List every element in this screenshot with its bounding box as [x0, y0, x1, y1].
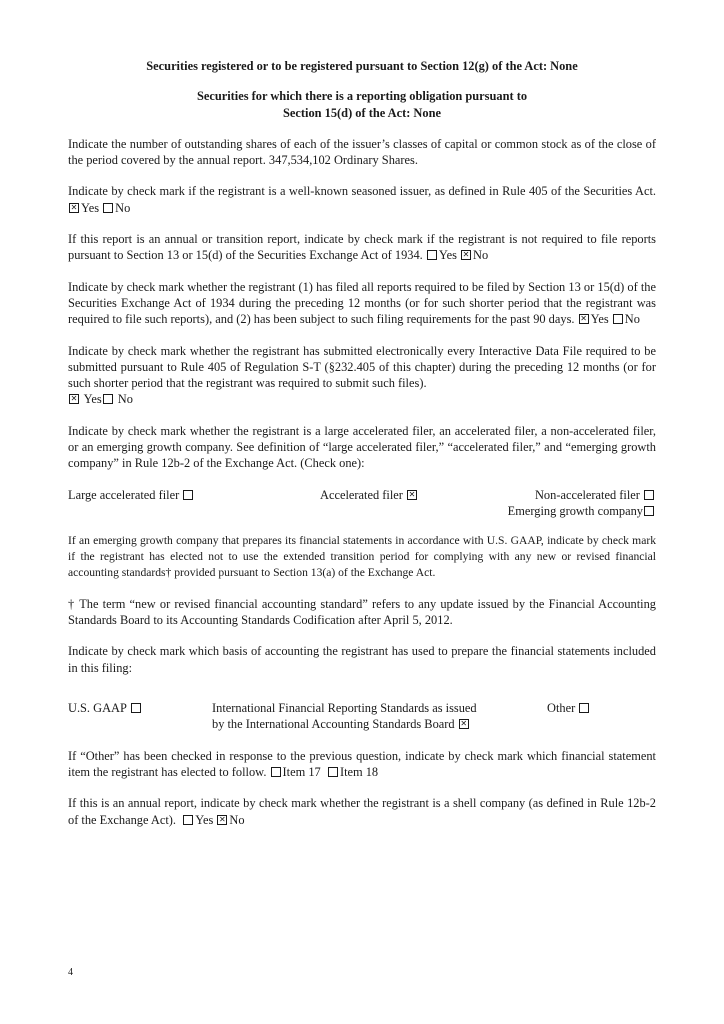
- heading-15d-line2: Section 15(d) of the Act: None: [283, 105, 441, 120]
- outstanding-shares-paragraph: Indicate the number of outstanding shares of each of the issuer’s classes of capital or common stock as of the close of the period covered by the annual report. 347,534,102 Ordinary Shares.: [68, 136, 656, 168]
- large-accelerated-option: [68, 487, 195, 503]
- ifrs-label-line1: International Financial Reporting Standards as issued: [212, 700, 477, 715]
- interactive-data-yes-checkbox[interactable]: [69, 394, 79, 404]
- item-17-label: Item 17: [282, 765, 321, 780]
- large-accelerated-label: Large accelerated filer: [68, 487, 180, 502]
- other-item-text: If “Other” has been checked in response to the previous question, indicate by check mark which financial statement item the registrant has elected to follow.: [68, 748, 656, 780]
- other-basis-checkbox[interactable]: [579, 703, 589, 713]
- us-gaap-option: [68, 700, 143, 716]
- other-basis-option: [547, 700, 591, 716]
- emerging-growth-option: [508, 503, 656, 519]
- accounting-basis-options: [68, 700, 656, 734]
- us-gaap-checkbox[interactable]: [131, 703, 141, 713]
- interactive-data-text: Indicate by check mark whether the registrant has submitted electronically every Interactive Data File required to be submitted pursuant to Rule 405 of Regulation S-T (§232.405 of this chapter) during the preceding 12 months (or for such shorter period that the registrant was required to submit such files).: [68, 343, 656, 391]
- filed-reports-question: [68, 279, 656, 328]
- not-required-question: [68, 231, 656, 264]
- shell-company-question: [68, 795, 656, 828]
- wksi-yes-label: Yes: [81, 200, 100, 215]
- filed-reports-yes-label: Yes: [590, 312, 609, 327]
- other-basis-label: Other: [547, 700, 576, 715]
- non-accelerated-label: Non-accelerated filer: [534, 487, 640, 502]
- egc-gaap-paragraph: If an emerging growth company that prepares its financial statements in accordance with U.S. GAAP, indicate by check mark if the registrant has elected not to use the extended transition period for complying with any new or revised financial accounting standards† provided pursuant to Section 13(a) of the Exchange Act.: [68, 533, 656, 579]
- us-gaap-label: U.S. GAAP: [68, 700, 127, 715]
- non-accelerated-option: [535, 487, 656, 503]
- wksi-no-label: No: [115, 200, 131, 215]
- wksi-yes-checkbox[interactable]: [69, 203, 79, 213]
- wksi-no-checkbox[interactable]: [103, 203, 113, 213]
- wksi-question: [68, 183, 656, 216]
- not-required-no-label: No: [473, 248, 489, 263]
- other-item-question: [68, 748, 656, 781]
- filed-reports-no-label: No: [624, 312, 640, 327]
- shell-yes-label: Yes: [195, 812, 214, 827]
- dagger-footnote: † The term “new or revised financial accounting standard” refers to any update issued by the Financial Accounting Standards Board to its Accounting Standards Codification after April 5, 2012.: [68, 596, 656, 627]
- shell-no-label: No: [229, 812, 245, 827]
- interactive-data-no-label: No: [117, 392, 133, 407]
- item-18-checkbox[interactable]: [328, 767, 338, 777]
- heading-15d-line1: Securities for which there is a reporting obligation pursuant to: [196, 89, 528, 104]
- filer-status-question: Indicate by check mark whether the registrant is a large accelerated filer, an accelerated filer, a non-accelerated filer, or an emerging growth company. See definition of “large accelerated filer,” “accelerated filer,” and “emerging growth company” in Rule 12b-2 of the Exchange Act. (Check one):: [68, 423, 656, 471]
- form-page: [68, 58, 656, 843]
- accelerated-option: [320, 487, 419, 503]
- not-required-yes-label: Yes: [438, 248, 457, 263]
- emerging-growth-label: Emerging growth company: [507, 503, 643, 518]
- ifrs-option: [212, 700, 512, 733]
- filed-reports-text: Indicate by check mark whether the registrant (1) has filed all reports required to be filed by Section 13 or 15(d) of the Securities Exchange Act of 1934 during the preceding 12 months (or for such shorter period that the registrant was required to file such reports), and (2) has been subject to such filing requirements for the past 90 days.: [68, 279, 656, 327]
- interactive-data-question: [68, 343, 656, 408]
- accelerated-checkbox[interactable]: [407, 490, 417, 500]
- wksi-text: Indicate by check mark if the registrant is a well-known seasoned issuer, as defined in Rule 405 of the Securities Act.: [68, 184, 656, 199]
- page-number: 4: [68, 967, 73, 978]
- accounting-basis-question: Indicate by check mark which basis of accounting the registrant has used to prepare the financial statements included in this filing:: [68, 644, 656, 675]
- item-18-label: Item 18: [339, 765, 379, 780]
- ifrs-label-line2: by the International Accounting Standards Board: [212, 717, 455, 732]
- not-required-text: If this report is an annual or transition report, indicate by check mark if the registrant is not required to file reports pursuant to Section 13 or 15(d) of the Securities Exchange Act of 1934.: [68, 232, 656, 263]
- filed-reports-yes-checkbox[interactable]: [579, 314, 589, 324]
- not-required-no-checkbox[interactable]: [461, 250, 471, 260]
- item-17-checkbox[interactable]: [271, 767, 281, 777]
- ifrs-checkbox[interactable]: [459, 719, 469, 729]
- interactive-data-yes-label: Yes: [83, 392, 102, 407]
- filer-status-options: [68, 487, 656, 521]
- emerging-growth-checkbox[interactable]: [644, 506, 654, 516]
- large-accelerated-checkbox[interactable]: [183, 490, 193, 500]
- not-required-yes-checkbox[interactable]: [427, 250, 437, 260]
- non-accelerated-checkbox[interactable]: [644, 490, 654, 500]
- shell-company-text: If this is an annual report, indicate by check mark whether the registrant is a shell company (as defined in Rule 12b-2 of the Exchange Act).: [68, 796, 656, 827]
- shell-no-checkbox[interactable]: [217, 815, 227, 825]
- interactive-data-no-checkbox[interactable]: [103, 394, 113, 404]
- accelerated-label: Accelerated filer: [320, 487, 403, 502]
- heading-section-15d: [68, 88, 656, 121]
- shell-yes-checkbox[interactable]: [183, 815, 193, 825]
- filed-reports-no-checkbox[interactable]: [613, 314, 623, 324]
- heading-section-12g: Securities registered or to be registered pursuant to Section 12(g) of the Act: None: [146, 59, 578, 73]
